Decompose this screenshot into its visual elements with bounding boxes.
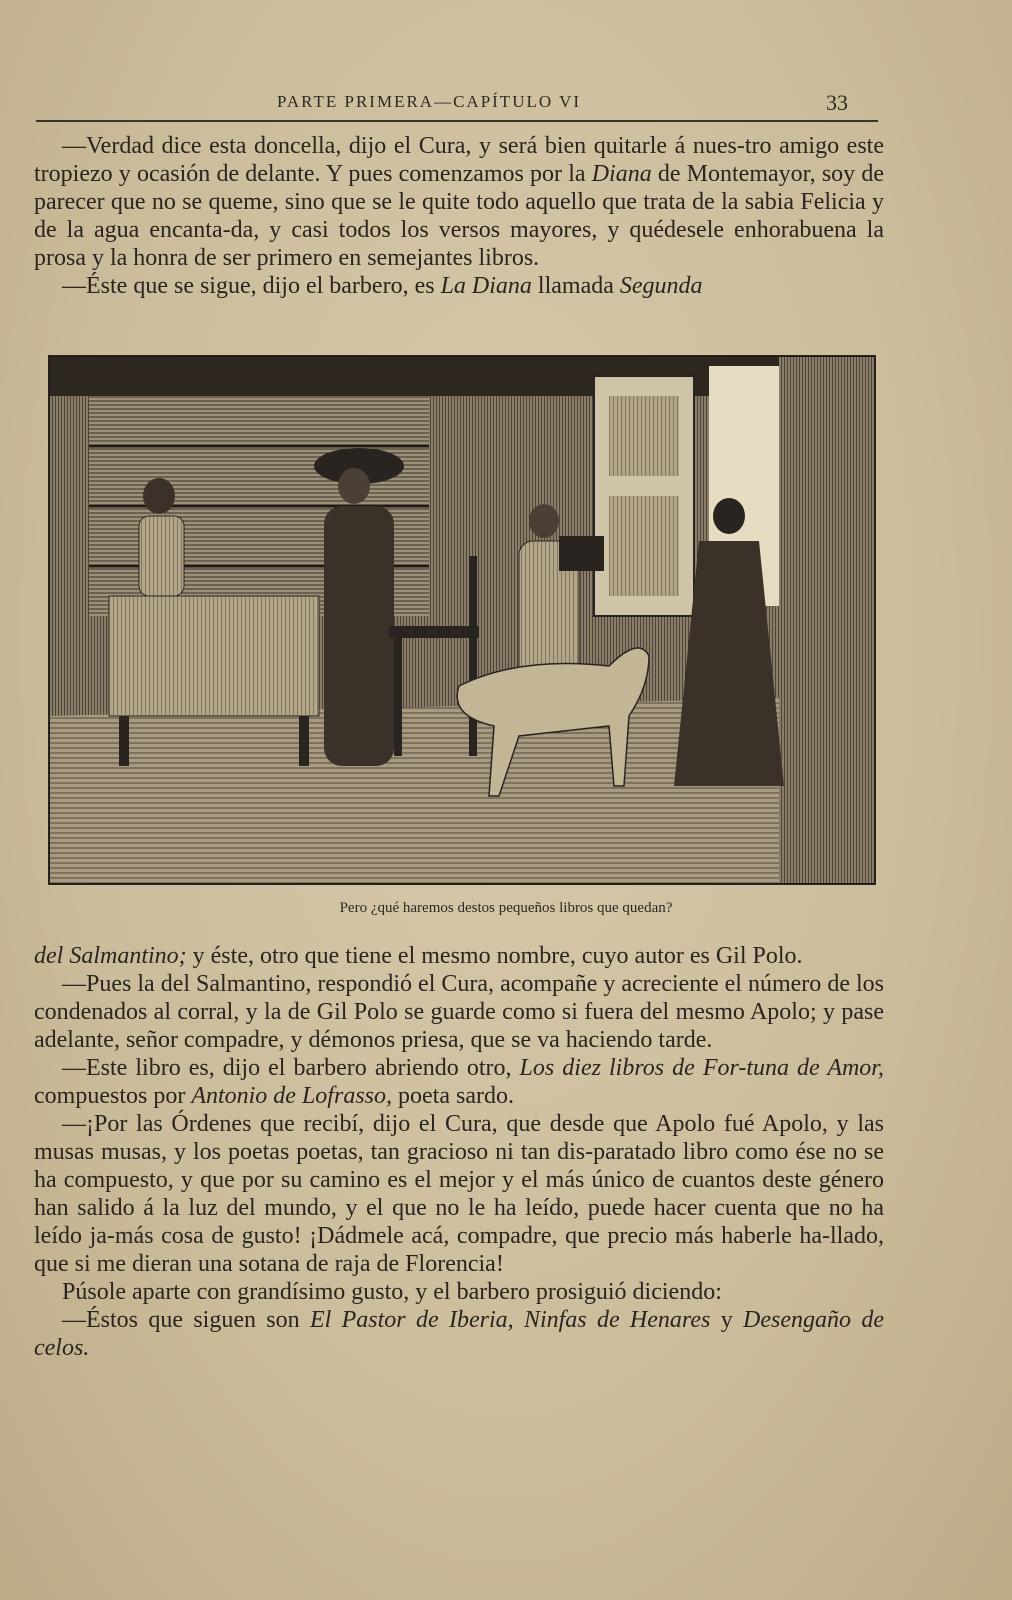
illustration-caption: Pero ¿qué haremos destos pequeños libros que quedan? — [339, 900, 673, 916]
paragraph — [34, 1306, 884, 1362]
italic-title-text: El Pastor de Iberia, Ninfas de Henares — [309, 1307, 711, 1333]
page-number: 33 — [826, 90, 848, 115]
italic-title-text: La Diana — [440, 273, 532, 299]
paragraph-text: —¡Por las Órdenes que recibí, dijo el Cura, que desde que Apolo fué Apolo, y las musas musas, y los poetas poetas, tan gracioso ni tan dis-paratado libro como ése no se ha compuesto, y que por su camino es el mejor y el más único de cuantos deste género han salido á la luz del mundo, y el que no le ha leído, puede hacer cuenta que no ha leído ja-más cosa de gusto! ¡Dádmele acá, compadre, que precio más haberle ha-llado, que si me dieran una sotana de raja de Florencia! — [34, 1111, 884, 1277]
italic-title-text: del Salmantino; — [34, 943, 187, 969]
paragraph — [34, 132, 884, 272]
paragraph-text: poeta sardo. — [392, 1083, 514, 1109]
text-block-bottom — [34, 942, 884, 1362]
paragraph-text: —Verdad dice esta doncella, dijo el Cura, y será bien quitarle á nues-tro amigo este tropiezo y ocasión de delante. Y pues comenzamos por la — [34, 133, 884, 187]
paragraph-text: —Éste que se sigue, dijo el barbero, es — [62, 273, 441, 299]
paragraph — [34, 1110, 884, 1278]
engraving-illustration — [48, 355, 876, 885]
paragraph — [34, 1278, 884, 1306]
paragraph-text: y éste, otro que tiene el mesmo nombre, cuyo autor es Gil Polo. — [186, 943, 803, 969]
italic-title-text: Antonio de Lofrasso, — [191, 1083, 392, 1109]
running-header — [36, 90, 878, 122]
paragraph-text: —Pues la del Salmantino, respondió el Cura, acompañe y acreciente el número de los condenados al corral, y la de Gil Polo se guarde como si fuera del mesmo Apolo; y pase adelante, señor compadre, y démonos priesa, que se va haciendo tarde. — [34, 971, 884, 1053]
paragraph-text: y — [710, 1307, 744, 1333]
paragraph — [34, 272, 884, 300]
paragraph-text: —Este libro es, dijo el barbero abriendo otro, — [62, 1055, 520, 1081]
running-title: PARTE PRIMERA—CAPÍTULO VI — [277, 92, 582, 111]
paragraph-text: llamada — [531, 273, 620, 299]
paragraph-text: Púsole aparte con grandísimo gusto, y el barbero prosiguió diciendo: — [62, 1279, 722, 1305]
italic-title-text: Diana — [591, 161, 652, 187]
paragraph — [34, 1054, 884, 1110]
paragraph-text: compuestos por — [34, 1083, 192, 1109]
paragraph-text: de Montemayor, soy de parecer que no se queme, sino que se le quite todo aquello que trata de la sabia Felicia y de la agua encanta-da, y casi todos los versos mayores, y quédesele enhorabuena la prosa y la honra de ser primero en semejantes libros. — [34, 161, 885, 271]
paragraph — [34, 942, 884, 970]
italic-title-text: Los diez libros de For-tuna de Amor, — [519, 1055, 884, 1081]
italic-title-text: Segunda — [619, 273, 703, 299]
engraving-image — [49, 356, 875, 884]
paragraph-text: —Éstos que siguen son — [62, 1307, 310, 1333]
italic-title-text: Desengaño de celos. — [34, 1307, 885, 1361]
paragraph — [34, 970, 884, 1054]
text-block-top — [34, 132, 884, 300]
